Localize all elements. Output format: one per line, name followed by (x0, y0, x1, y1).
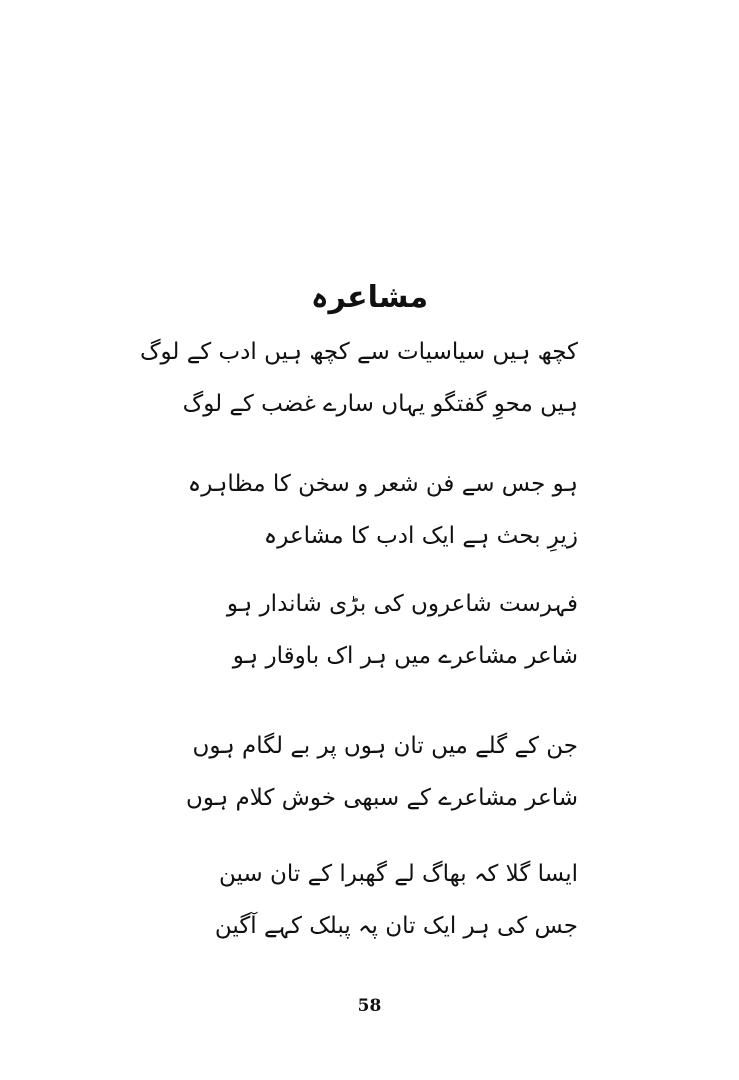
verse-line: جن کے گلے میں تان ہوں پر بے لگام ہوں (192, 733, 578, 759)
verse-line: ایسا گلا کہ بھاگ لے گھبرا کے تان سین (218, 861, 578, 887)
verse-line: شاعر مشاعرے میں ہر اک باوقار ہو (232, 643, 578, 669)
verse-line: شاعر مشاعرے کے سبھی خوش کلام ہوں (185, 785, 578, 811)
page-number: 58 (357, 996, 382, 1016)
stanza-4 (185, 720, 578, 824)
verse-line: ہیں محوِ گفتگو یہاں سارے غضب کے لوگ (182, 391, 578, 417)
stanza-5 (214, 848, 578, 952)
stanza-2 (187, 458, 578, 562)
verse-line: جس کی ہر ایک تان پہ پبلک کہے آگین (214, 913, 578, 939)
stanza-1 (139, 326, 578, 430)
verse-line: ہو جس سے فن شعر و سخن کا مظاہرہ (187, 471, 578, 497)
verse-line: کچھ ہیں سیاسیات سے کچھ ہیں ادب کے لوگ (139, 339, 578, 365)
verse-line: زیرِ بحث ہے ایک ادب کا مشاعرہ (263, 523, 578, 549)
stanza-3 (226, 578, 578, 682)
poem-title: مشاعرہ (310, 280, 429, 315)
verse-line: فہرست شاعروں کی بڑی شاندار ہو (226, 591, 578, 617)
